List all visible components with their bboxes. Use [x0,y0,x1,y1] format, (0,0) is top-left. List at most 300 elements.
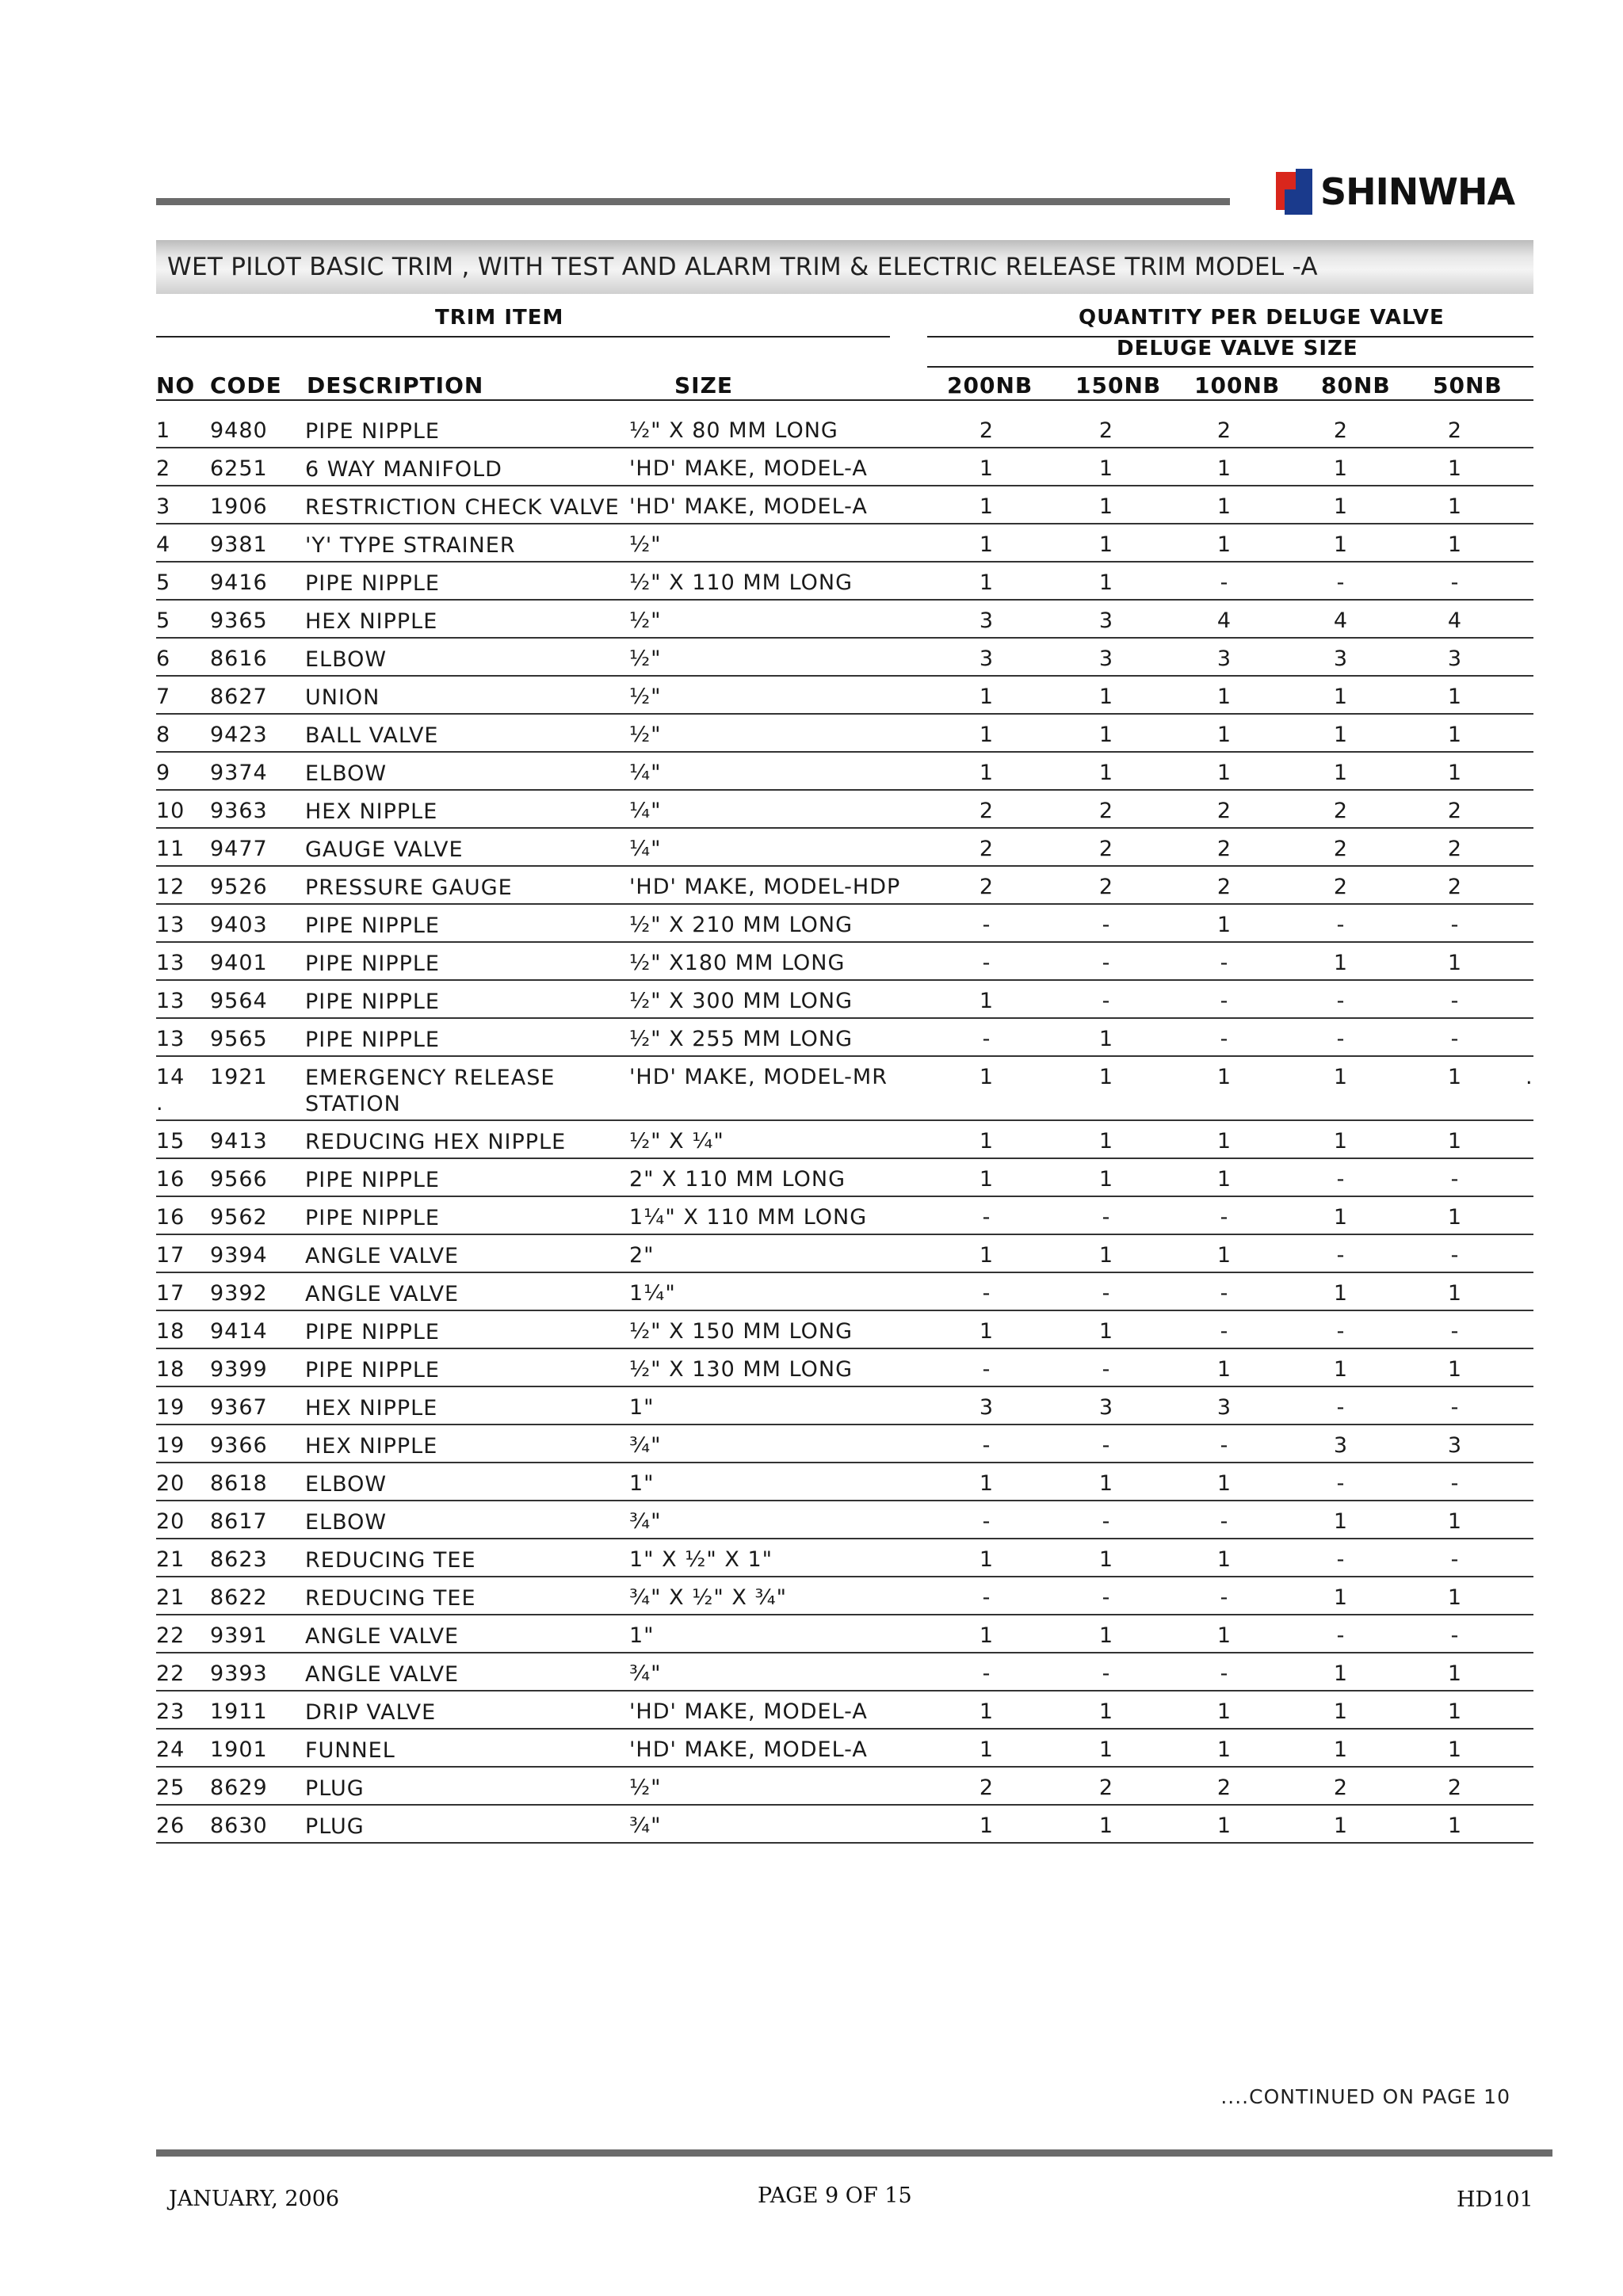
item-description [305,1027,440,1053]
qty-100nb: - [1220,1661,1229,1686]
item-description [305,570,440,597]
item-code: 8616 [210,646,268,671]
item-code: 8630 [210,1814,268,1838]
qty-150nb: 3 [1098,608,1114,633]
table-row [156,1501,1533,1539]
item-code: 9403 [210,913,268,937]
qty-50nb: - [1450,1319,1460,1344]
item-description [305,532,516,559]
qty-100nb: 3 [1216,646,1232,671]
qty-80nb: 1 [1333,1281,1349,1306]
qty-80nb: 2 [1333,875,1349,899]
qty-150nb: - [1102,913,1111,937]
quantity-header: QUANTITY PER DELUGE VALVE [1079,306,1445,330]
table-row [156,829,1533,867]
item-description [305,1737,395,1764]
item-description [305,1471,387,1497]
item-size: 1" [629,1623,655,1648]
item-description [305,1395,437,1421]
qty-150nb: 1 [1098,1471,1114,1496]
col-no: NO [156,372,196,399]
qty-100nb: 1 [1216,685,1232,709]
qty-150nb: 1 [1098,494,1114,519]
qty-150nb: 2 [1098,799,1114,823]
brand-name: SHINWHA [1320,170,1515,213]
qty-100nb: 1 [1216,1547,1232,1572]
item-no: 24 [156,1737,185,1762]
qty-50nb: 3 [1447,646,1463,671]
qty-100nb: 1 [1216,1065,1232,1089]
qty-100nb: - [1220,951,1229,975]
continued-note: ....CONTINUED ON PAGE 10 [1220,2085,1510,2108]
qty-200nb: - [982,1661,991,1686]
item-no: 13 [156,951,185,975]
trim-item-table [156,410,1533,1844]
qty-200nb: - [982,1509,991,1534]
qty-50nb: 1 [1447,1281,1463,1306]
qty-50nb: - [1450,1395,1460,1420]
item-description-line: HEX NIPPLE [305,609,438,634]
item-code: 9394 [210,1243,268,1268]
item-code: 9562 [210,1205,268,1230]
item-description-line: REDUCING HEX NIPPLE [305,1130,567,1154]
item-no: 13 [156,1027,185,1051]
item-description [305,913,440,939]
qty-50nb: 1 [1447,1129,1463,1154]
item-description [305,951,440,977]
item-description [305,1243,459,1269]
qty-80nb: - [1336,1319,1346,1344]
qty-200nb: 1 [979,723,995,747]
qty-50nb: 1 [1447,685,1463,709]
item-description-line: PIPE NIPPLE [305,990,440,1014]
qty-150nb: 2 [1098,1775,1114,1800]
item-code: 1911 [210,1699,268,1724]
qty-150nb: 1 [1098,456,1114,481]
table-row [156,410,1533,448]
item-no: 8 [156,723,171,747]
qty-150nb: 1 [1098,1319,1114,1344]
item-description [305,989,440,1015]
item-size: 2" [629,1243,655,1268]
item-no: 19 [156,1395,185,1420]
qty-150nb: 1 [1098,532,1114,557]
qty-80nb: 1 [1333,1585,1349,1610]
item-description-line: PIPE NIPPLE [305,1028,440,1052]
qty-100nb: 2 [1216,1775,1232,1800]
table-row [156,1806,1533,1844]
table-row [156,1539,1533,1577]
qty-200nb: 2 [979,837,995,861]
qty-50nb: 1 [1447,1737,1463,1762]
qty-80nb: - [1336,1471,1346,1496]
qty-80nb: 1 [1333,1737,1349,1762]
qty-80nb: 1 [1333,1814,1349,1838]
item-description [305,1129,566,1155]
qty-150nb: - [1102,1585,1111,1610]
table-row [156,1577,1533,1615]
item-size: 1" [629,1395,655,1420]
qty-50nb: 1 [1447,1357,1463,1382]
item-description-line: PIPE NIPPLE [305,913,440,938]
qty-200nb: 1 [979,1737,995,1762]
qty-150nb: 1 [1098,1167,1114,1192]
item-size: ¾" [629,1509,662,1534]
item-description-line: PIPE NIPPLE [305,952,440,976]
qty-50nb: 2 [1447,1775,1463,1800]
table-row [156,867,1533,905]
qty-150nb: - [1102,1509,1111,1534]
qty-50nb: 1 [1447,1814,1463,1838]
qty-50nb: 2 [1447,418,1463,443]
item-description-line: REDUCING TEE [305,1548,476,1573]
table-row [156,1197,1533,1235]
qty-200nb: 1 [979,685,995,709]
footer-page: PAGE 9 OF 15 [758,2183,912,2208]
qty-80nb: 1 [1333,1509,1349,1534]
qty-80nb: 1 [1333,1205,1349,1230]
table-row [156,791,1533,829]
table-row [156,1235,1533,1273]
qty-50nb: 1 [1447,951,1463,975]
qty-100nb: 1 [1216,1243,1232,1268]
item-code: 9566 [210,1167,268,1192]
item-description-line: PLUG [305,1776,365,1801]
item-description [305,456,502,482]
item-description-line: PRESSURE GAUGE [305,875,513,900]
table-row [156,486,1533,524]
table-row [156,1425,1533,1463]
item-description [305,1065,555,1117]
item-code: 9381 [210,532,268,557]
item-no: 18 [156,1357,185,1382]
qty-50nb: 2 [1447,799,1463,823]
qty-80nb: 1 [1333,532,1349,557]
header-bottom-rule [156,399,1533,401]
qty-50nb: 2 [1447,837,1463,861]
qty-150nb: - [1102,951,1111,975]
qty-200nb: 2 [979,799,995,823]
item-size: ¾" [629,1814,662,1838]
qty-100nb: 1 [1216,1623,1232,1648]
qty-150nb: 3 [1098,1395,1114,1420]
qty-150nb: - [1102,1357,1111,1382]
qty-50nb: 1 [1447,1509,1463,1534]
qty-150nb: - [1102,1281,1111,1306]
qty-100nb: - [1220,1509,1229,1534]
item-size: 1¼" [629,1281,676,1306]
item-no: 12 [156,875,185,899]
table-row [156,753,1533,791]
qty-80nb: 1 [1333,685,1349,709]
item-description-line: PIPE NIPPLE [305,1358,440,1383]
item-description [305,685,380,711]
item-no: 18 [156,1319,185,1344]
qty-200nb: 1 [979,989,995,1013]
qty-200nb: - [982,1205,991,1230]
item-code: 9477 [210,837,268,861]
qty-50nb: 1 [1447,1661,1463,1686]
table-row [156,1768,1533,1806]
qty-200nb: 1 [979,456,995,481]
item-size: 'HD' MAKE, MODEL-MR [629,1065,888,1089]
item-code: 9391 [210,1623,268,1648]
item-description-line: ELBOW [305,1472,388,1497]
qty-150nb: - [1102,1433,1111,1458]
qty-50nb: - [1450,1243,1460,1268]
table-row [156,1057,1533,1121]
qty-150nb: 1 [1098,1623,1114,1648]
item-size: ½" [629,532,662,557]
item-size: ¼" [629,761,662,785]
item-code: 9399 [210,1357,268,1382]
qty-150nb: 1 [1098,1699,1114,1724]
item-description [305,837,464,863]
qty-100nb: - [1220,1433,1229,1458]
item-size: 1" [629,1471,655,1496]
qty-80nb: - [1336,1167,1346,1192]
item-size: 'HD' MAKE, MODEL-A [629,1699,868,1724]
item-no: 23 [156,1699,185,1724]
item-description-line: PIPE NIPPLE [305,1168,440,1192]
item-description-line: ELBOW [305,1510,388,1535]
item-no: 6 [156,646,171,671]
item-size: ½" X 255 MM LONG [629,1027,853,1051]
item-description [305,1547,476,1573]
table-row [156,905,1533,943]
qty-200nb: 2 [979,875,995,899]
item-size: ¼" [629,837,662,861]
col-200nb: 200NB [947,372,1033,399]
item-no: 5 [156,570,171,595]
qty-200nb: - [982,1585,991,1610]
item-size: ½" [629,1775,662,1800]
item-code: 8627 [210,685,268,709]
item-description [305,1319,440,1345]
item-description-line: PIPE NIPPLE [305,571,440,596]
item-size: ½" [629,685,662,709]
item-size: ½" X ¼" [629,1129,724,1154]
item-size: ¼" [629,799,662,823]
item-description-line: ANGLE VALVE [305,1624,460,1649]
qty-100nb: 2 [1216,837,1232,861]
item-description-line: GAUGE VALVE [305,837,464,862]
qty-200nb: 2 [979,418,995,443]
qty-200nb: 1 [979,1623,995,1648]
qty-100nb: 1 [1216,456,1232,481]
item-description [305,1775,365,1802]
qty-80nb: 4 [1333,608,1349,633]
qty-150nb: 1 [1098,1027,1114,1051]
item-no: 11 [156,837,185,861]
item-code: 6251 [210,456,268,481]
qty-80nb: 1 [1333,456,1349,481]
footer-rule [156,2149,1552,2157]
item-code: 9414 [210,1319,268,1344]
table-row [156,1159,1533,1197]
item-size: 1¼" X 110 MM LONG [629,1205,868,1230]
item-code: 8618 [210,1471,268,1496]
item-description [305,646,387,673]
qty-200nb: 3 [979,1395,995,1420]
qty-150nb: - [1102,1661,1111,1686]
qty-150nb: - [1102,989,1111,1013]
item-size: 'HD' MAKE, MODEL-A [629,1737,868,1762]
qty-50nb: - [1450,913,1460,937]
qty-100nb: 2 [1216,799,1232,823]
qty-200nb: 1 [979,494,995,519]
qty-200nb: 3 [979,646,995,671]
qty-100nb: 1 [1216,1129,1232,1154]
footer-doc-code: HD101 [1457,2187,1533,2212]
qty-80nb: 1 [1333,1699,1349,1724]
item-description-line: STATION [305,1092,401,1116]
item-description [305,418,440,444]
item-size: ½" [629,723,662,747]
item-code: 9374 [210,761,268,785]
qty-150nb: 2 [1098,837,1114,861]
qty-100nb: 1 [1216,1699,1232,1724]
qty-150nb: 3 [1098,646,1114,671]
qty-100nb: 1 [1216,1357,1232,1382]
qty-80nb: - [1336,1547,1346,1572]
item-code: 1901 [210,1737,268,1762]
item-code: 9363 [210,799,268,823]
item-code: 9423 [210,723,268,747]
item-description-line: ANGLE VALVE [305,1282,460,1306]
table-row [156,1615,1533,1653]
page-title: WET PILOT BASIC TRIM , WITH TEST AND ALARM TRIM & ELECTRIC RELEASE TRIM MODEL -A [167,253,1318,281]
qty-50nb: - [1450,989,1460,1013]
table-row [156,677,1533,715]
qty-200nb: - [982,1433,991,1458]
item-size: ¾" [629,1433,662,1458]
qty-150nb: 1 [1098,1737,1114,1762]
item-no: 19 [156,1433,185,1458]
item-size: 'HD' MAKE, MODEL-HDP [629,875,901,899]
item-description-line: DRIP VALVE [305,1700,437,1725]
item-no: 13 [156,913,185,937]
qty-100nb: 1 [1216,532,1232,557]
qty-200nb: 3 [979,608,995,633]
qty-50nb: - [1450,1547,1460,1572]
qty-50nb: - [1450,1027,1460,1051]
logo-icon [1276,169,1312,215]
qty-100nb: 2 [1216,418,1232,443]
qty-80nb: 1 [1333,761,1349,785]
qty-100nb: 3 [1216,1395,1232,1420]
qty-150nb: - [1102,1205,1111,1230]
qty-80nb: 2 [1333,418,1349,443]
item-description [305,799,437,825]
table-row [156,524,1533,563]
qty-200nb: 1 [979,1699,995,1724]
item-description-line: PIPE NIPPLE [305,419,440,444]
item-no: 4 [156,532,171,557]
item-no: 21 [156,1547,185,1572]
qty-200nb: 1 [979,1471,995,1496]
qty-50nb: 1 [1447,456,1463,481]
qty-150nb: 1 [1098,761,1114,785]
qty-100nb: - [1220,570,1229,595]
qty-150nb: 1 [1098,1243,1114,1268]
qty-150nb: 1 [1098,685,1114,709]
col-150nb: 150NB [1075,372,1162,399]
qty-50nb: - [1450,570,1460,595]
col-50nb: 50NB [1433,372,1503,399]
item-description [305,1814,365,1840]
item-description-line: UNION [305,685,380,710]
item-no: 22 [156,1661,185,1686]
qty-80nb: 1 [1333,723,1349,747]
table-row [156,601,1533,639]
qty-200nb: 1 [979,1547,995,1572]
row-mark: . [1526,1065,1533,1089]
qty-50nb: 1 [1447,494,1463,519]
trim-item-rule [156,336,890,338]
item-no: 25 [156,1775,185,1800]
qty-80nb: - [1336,570,1346,595]
table-row [156,715,1533,753]
item-no: 22 [156,1623,185,1648]
item-code: 9413 [210,1129,268,1154]
qty-100nb: - [1220,1281,1229,1306]
item-no: 20 [156,1471,185,1496]
item-code: 9565 [210,1027,268,1051]
table-row [156,1019,1533,1057]
row-mark: . [156,1091,164,1116]
qty-100nb: 1 [1216,1471,1232,1496]
qty-150nb: 2 [1098,875,1114,899]
qty-200nb: 1 [979,761,995,785]
item-description [305,761,387,787]
valve-size-header: DELUGE VALVE SIZE [1117,337,1358,360]
item-code: 8623 [210,1547,268,1572]
qty-200nb: 1 [979,1065,995,1089]
qty-150nb: 1 [1098,1547,1114,1572]
table-row [156,981,1533,1019]
table-row [156,448,1533,486]
item-size: ½" X 150 MM LONG [629,1319,853,1344]
item-size: 'HD' MAKE, MODEL-A [629,494,868,519]
qty-200nb: 1 [979,1319,995,1344]
item-description [305,1433,437,1459]
item-code: 1906 [210,494,268,519]
item-description-line: PLUG [305,1814,365,1839]
item-description [305,1281,459,1307]
qty-80nb: 2 [1333,837,1349,861]
item-size: ½" [629,608,662,633]
qty-100nb: - [1220,1027,1229,1051]
qty-100nb: 1 [1216,913,1232,937]
item-no: 9 [156,761,171,785]
qty-200nb: 1 [979,1167,995,1192]
item-description-line: 6 WAY MANIFOLD [305,457,502,482]
item-size: ¾" [629,1661,662,1686]
table-row [156,1691,1533,1730]
item-no: 1 [156,418,171,443]
item-description [305,1357,440,1383]
item-description [305,1509,387,1535]
qty-50nb: 1 [1447,1065,1463,1089]
item-description-line: HEX NIPPLE [305,1396,438,1421]
item-description-line: ANGLE VALVE [305,1662,460,1687]
item-no: 3 [156,494,171,519]
table-row [156,1349,1533,1387]
item-description-line: REDUCING TEE [305,1586,476,1611]
table-row [156,639,1533,677]
qty-150nb: 1 [1098,570,1114,595]
